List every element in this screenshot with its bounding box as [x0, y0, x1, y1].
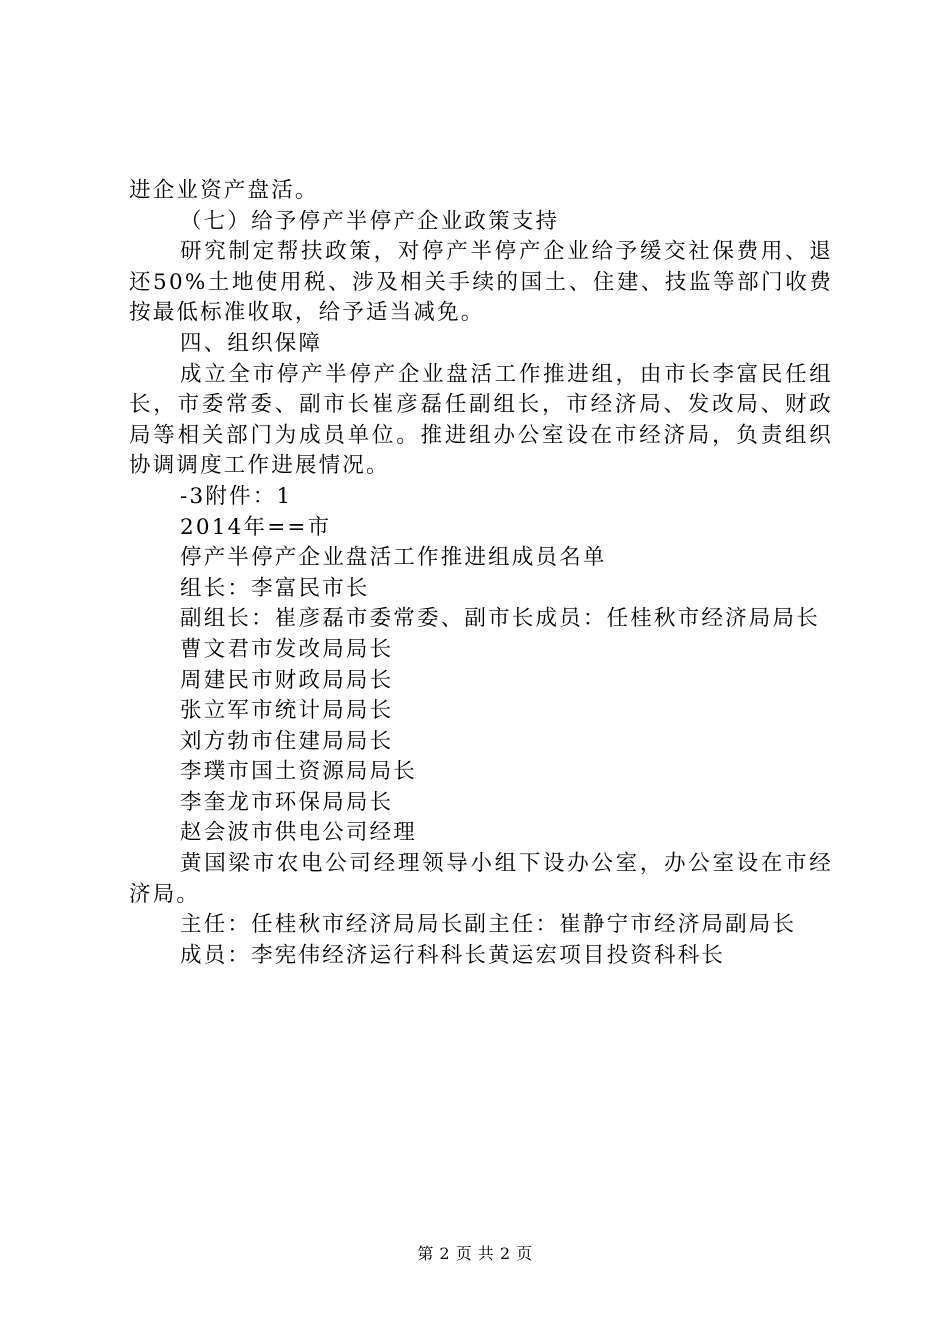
- member-line: 刘方勃市住建局局长: [180, 728, 394, 754]
- member-line: 主任：任桂秋市经济局局长副主任：崔静宁市经济局副局长: [180, 912, 797, 938]
- member-line: 张立军市统计局局长: [180, 698, 394, 724]
- document-body: [129, 176, 833, 971]
- attachment-label: -3附件：1: [180, 483, 293, 509]
- paragraph: 成立全市停产半停产企业盘活工作推进组，由市长李富民任组长，市委常委、副市长崔彦磊任副组长，市经济局、发改局、财政局等相关部门为成员单位。推进组办公室设在市经济局，负责组织协调调度工作进展情况。: [129, 361, 833, 479]
- attachment-year: 2014年==市: [180, 514, 332, 540]
- member-line: 组长：李富民市长: [180, 575, 370, 601]
- member-line: 李奎龙市环保局局长: [180, 789, 394, 815]
- paragraph: 研究制定帮扶政策，对停产半停产企业给予缓交社保费用、退还50%土地使用税、涉及相关手续的国土、住建、技监等部门收费按最低标准收取，给予适当减免。: [129, 239, 833, 326]
- member-line: 黄国梁市农电公司经理领导小组下设办公室，办公室设在市经济局。: [129, 851, 833, 907]
- member-line: 赵会波市供电公司经理: [180, 820, 418, 846]
- member-line: 成员：李宪伟经济运行科科长黄运宏项目投资科科长: [180, 942, 726, 968]
- page-footer: [0, 1244, 950, 1264]
- member-line: 副组长：崔彦磊市委常委、副市长成员：任桂秋市经济局局长: [180, 606, 820, 632]
- attachment-title: 停产半停产企业盘活工作推进组成员名单: [180, 545, 607, 571]
- member-line: 周建民市财政局局长: [180, 667, 394, 693]
- section-heading: （七）给予停产半停产企业政策支持: [180, 208, 560, 234]
- paragraph: 进企业资产盘活。: [129, 178, 319, 203]
- member-line: 曹文君市发改局局长: [180, 636, 394, 662]
- section-heading: 四、组织保障: [180, 330, 323, 356]
- member-line: 李璞市国土资源局局长: [180, 759, 418, 785]
- page-number: 第 2 页 共 2 页: [417, 1244, 533, 1263]
